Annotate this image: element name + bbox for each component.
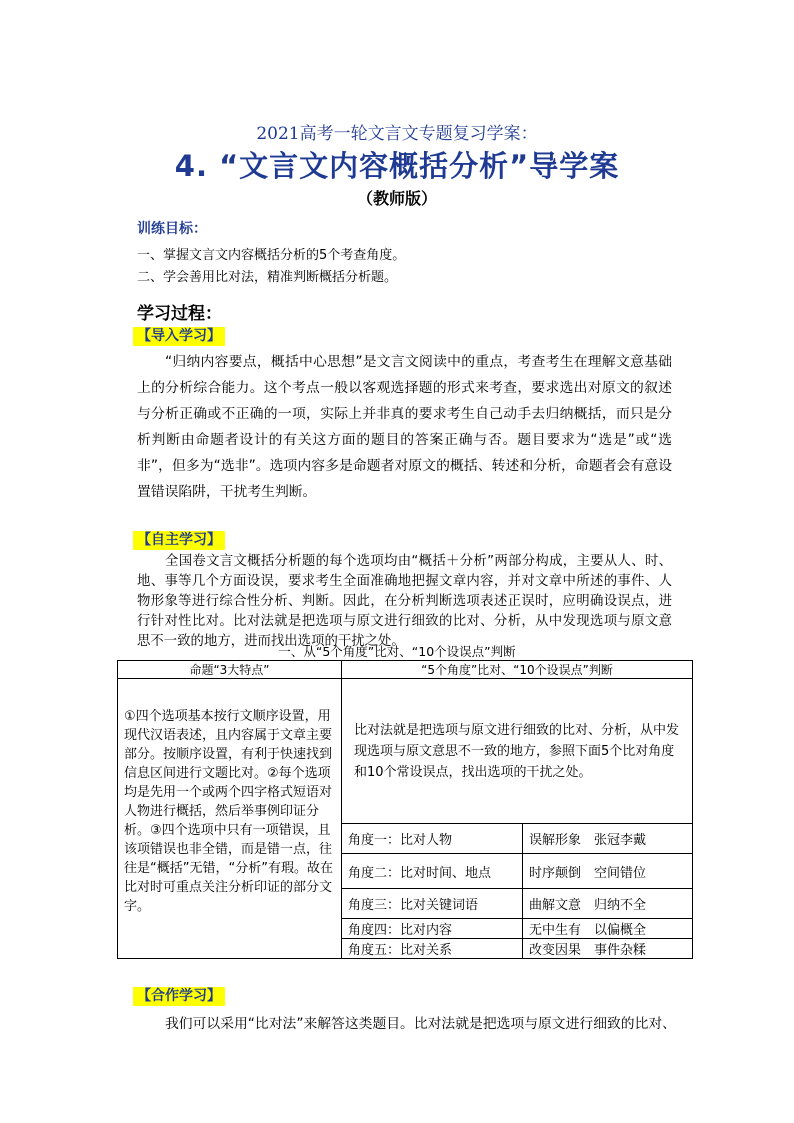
method-intro-cell — [342, 679, 693, 824]
goal-item-1: 一、掌握文言文内容概括分析的5个考查角度。 — [137, 248, 406, 263]
features-cell: ①四个选项基本按行文顺序设置，用现代汉语表述，且内容属于文章主要部分。按顺序设置，有利于快速找到信息区间进行文题比对。②每个选项均是先用一个或两个四字格式短语对人物进行概括，然后举事例印证分析。③四个选项中只有一项错误，且该项错误也非全错，而是错一点，往往是“概括”无错，“分析”有瑕。故在比对时可重点关注分析印证的部分文字。 — [118, 679, 342, 959]
angle-cell: 角度三：比对关键词语 — [342, 889, 523, 919]
angle-cell: 角度五：比对关系 — [342, 939, 523, 959]
angle-cell: 角度二：比对时间、地点 — [342, 854, 523, 889]
doc-title-line1: 2021高考一轮文言文专题复习学案： — [256, 124, 538, 144]
self-study-tag: 【自主学习】 — [133, 531, 225, 550]
comparison-table — [117, 660, 693, 959]
table-header-features: 命题“3大特点” — [118, 661, 342, 679]
error-points-cell: 改变因果 事件杂糅 — [523, 939, 693, 959]
error-points-cell: 曲解文意 归纳不全 — [523, 889, 693, 919]
intro-section-tag: 【导入学习】 — [133, 327, 225, 346]
error-points-cell: 时序颠倒 空间错位 — [523, 854, 693, 889]
table-header-angles: “5个角度”比对、“10个设误点”判断 — [342, 661, 693, 679]
goals-heading: 训练目标： — [137, 221, 207, 237]
doc-edition: （教师版） — [356, 189, 437, 208]
error-points-cell: 误解形象 张冠李戴 — [523, 824, 693, 854]
intro-paragraph: “归纳内容要点，概括中心思想”是文言文阅读中的重点，考查考生在理解文意基础上的分析综合能力。这个考点一般以客观选择题的形式来考查，要求选出对原文的叙述与分析正确或不正确的一项，实际上并非真的要求考生自己动手去归纳概括，而只是分析判断由命题者设计的有关这方面的题目的答案正确与否。题目要求为“选是”或“选非”，但多为“选非”。选项内容多是命题者对原文的概括、转述和分析，命题者会有意设置错误陷阱，干扰考生判断。 — [137, 354, 672, 500]
error-points-cell: 无中生有 以偏概全 — [523, 919, 693, 939]
angle-cell: 角度一：比对人物 — [342, 824, 523, 854]
self-study-paragraph: 全国卷文言文概括分析题的每个选项均由“概括＋分析”两部分构成，主要从人、时、地、事等几个方面设误，要求考生全面准确地把握文章内容，并对文章中所述的事件、人物形象等进行综合性分析、判断。因此，在分析判断选项表述正误时，应明确设误点，进行针对性比对。比对法就是把选项与原文进行细致的比对、分析，从中发现选项与原文意思不一致的地方，进而找出选项的干扰之处。 — [137, 554, 672, 649]
table-caption: 一、从“5个角度”比对、“10个设误点”判断 — [278, 644, 516, 659]
process-heading: 学习过程： — [137, 304, 222, 324]
goal-item-2: 二、学会善用比对法，精准判断概括分析题。 — [137, 270, 398, 285]
cooperative-paragraph: 我们可以采用“比对法”来解答这类题目。比对法就是把选项与原文进行细致的比对、 — [165, 1016, 676, 1032]
cooperative-study-tag: 【合作学习】 — [133, 987, 225, 1006]
doc-title-main: 4. “文言文内容概括分析”导学案 — [174, 149, 620, 183]
angle-cell: 角度四：比对内容 — [342, 919, 523, 939]
method-intro-text: 比对法就是把选项与原文进行细致的比对、分析，从中发现选项与原文意思不一致的地方，参照下面5个比对角度和10个常设误点，找出选项的干扰之处。 — [354, 722, 680, 780]
